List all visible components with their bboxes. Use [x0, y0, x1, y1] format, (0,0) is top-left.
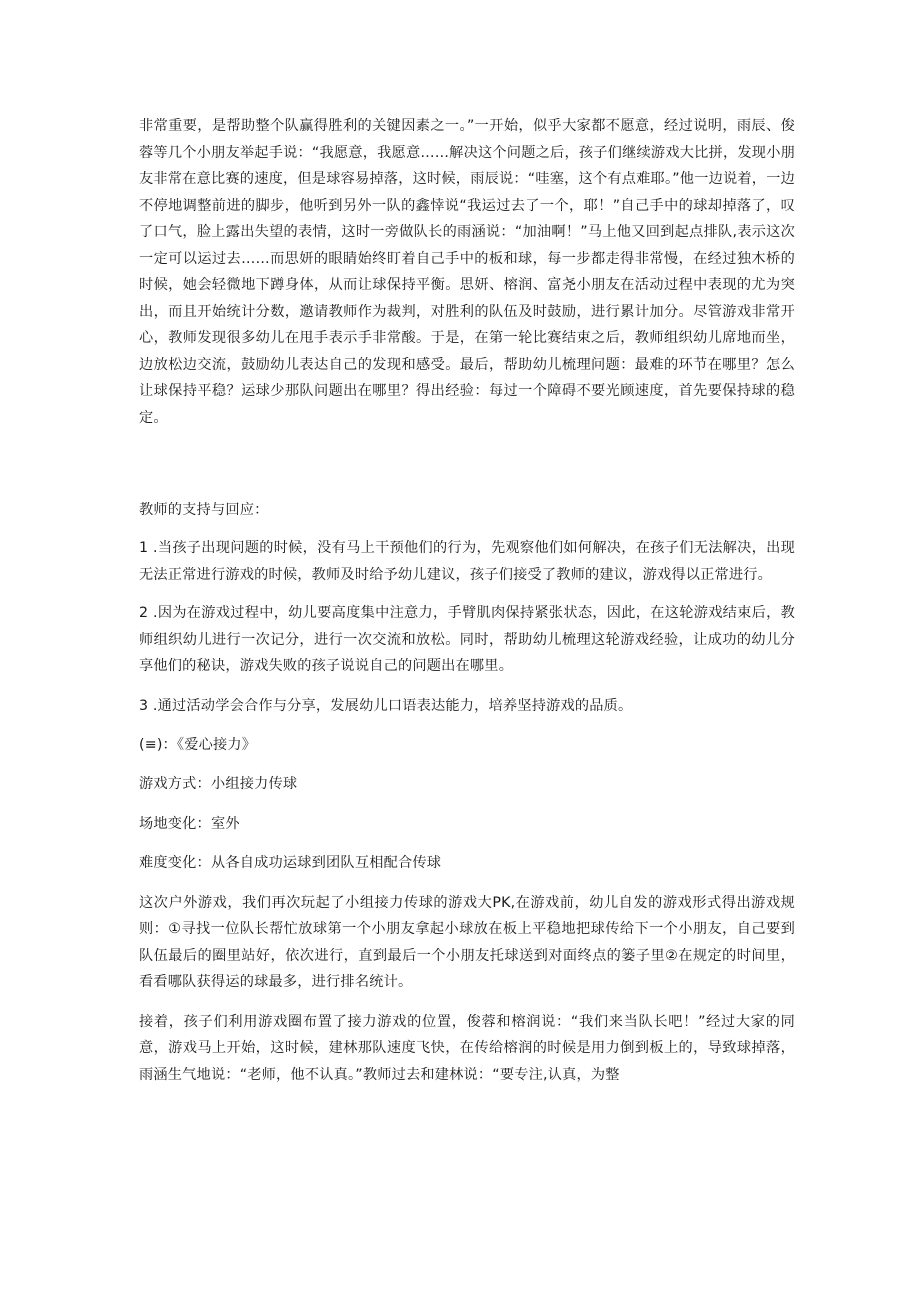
support-heading: 教师的支持与回应： — [139, 502, 269, 518]
section-spacer — [139, 431, 795, 497]
relay-setup-paragraph: 接着，孩子们利用游戏圈布置了接力游戏的位置，俊蓉和榕润说：“我们来当队长吧！”经过大家的同意，游戏马上开始，这时候，建林那队速度飞快，在传给榕润的时候是用力倒到板上的，导致球掉落，雨涵生气地说：“老师，他不认真。”教师过去和建林说：“要专注,认真，为整 — [139, 1013, 795, 1083]
intro-paragraph: 非常重要，是帮助整个队赢得胜利的关键因素之一。”一开始，似乎大家都不愿意，经过说明，雨辰、俊蓉等几个小朋友举起手说：“我愿意，我愿意……解决这个问题之后，孩子们继续游戏大比拼，发现小朋友非常在意比赛的速度，但是球容易掉落，这时候，雨辰说：“哇塞，这个有点难耶。”他一边说着，一边不停地调整前进的脚步，他听到另外一队的鑫悻说“我运过去了一个，耶！”自己手中的球却掉落了，叹了口气，脸上露出失望的表情，这时一旁做队长的雨涵说：“加油啊！”马上他又回到起点排队,表示这次一定可以运过去……而思妍的眼睛始终盯着自己手中的板和球，每一步都走得非常慢，在经过独木桥的时候，她会轻微地下蹲身体，从而让球保持平衡。思妍、榕润、富尧小朋友在活动过程中表现的尤为突出，而且开始统计分数，邀请教师作为裁判，对胜利的队伍及时鼓励，进行累计加分。尽管游戏非常开心，教师发现很多幼儿在甩手表示手非常酸。于是，在第一轮比赛结束之后，教师组织幼儿席地而坐，边放松边交流，鼓励幼儿表达自己的发现和感受。最后，帮助幼儿梳理问题：最难的环节在哪里？怎么让球保持平稳？运球少那队问题出在哪里？得出经验：每过一个障碍不要光顾速度，首先要保持球的稳定。 — [139, 118, 795, 426]
game-method: 游戏方式：小组接力传球 — [139, 776, 298, 792]
difficulty-change: 难度变化：从各自成功运球到团队互相配合传球 — [139, 855, 442, 871]
support-item-1: 1 .当孩子出现问题的时候，没有马上干预他们的行为，先观察他们如何解决，在孩子们无法解决，出现无法正常进行游戏的时候，教师及时给予幼儿建议，孩子们接受了教师的建议，游戏得以正常进行。 — [139, 540, 795, 583]
outdoor-game-paragraph: 这次户外游戏，我们再次玩起了小组接力传球的游戏大PK,在游戏前，幼儿自发的游戏形式得出游戏规则：①寻找一位队长帮忙放球第一个小朋友拿起小球放在板上平稳地把球传给下一个小朋友，自己要到队伍最后的圈里站好，依次进行，直到最后一个小朋友托球送到对面终点的篓子里②在规定的时间里，看看哪队获得运的球最多，进行排名统计。 — [139, 894, 795, 990]
section-title: (≡)：《爱心接力》 — [139, 737, 257, 753]
support-item-2: 2 .因为在游戏过程中，幼儿要高度集中注意力，手臂肌肉保持紧张状态，因此，在这轮游戏结束后，教师组织幼儿进行一次记分，进行一次交流和放松。同时，帮助幼儿梳理这轮游戏经验，让成功的幼儿分享他们的秘诀，游戏失败的孩子说说自己的问题出在哪里。 — [139, 605, 795, 674]
support-item-3: 3 .通过活动学会合作与分享，发展幼儿口语表达能力，培养坚持游戏的品质。 — [139, 697, 633, 714]
venue-change: 场地变化：室外 — [139, 815, 240, 832]
document-body — [139, 113, 795, 1088]
